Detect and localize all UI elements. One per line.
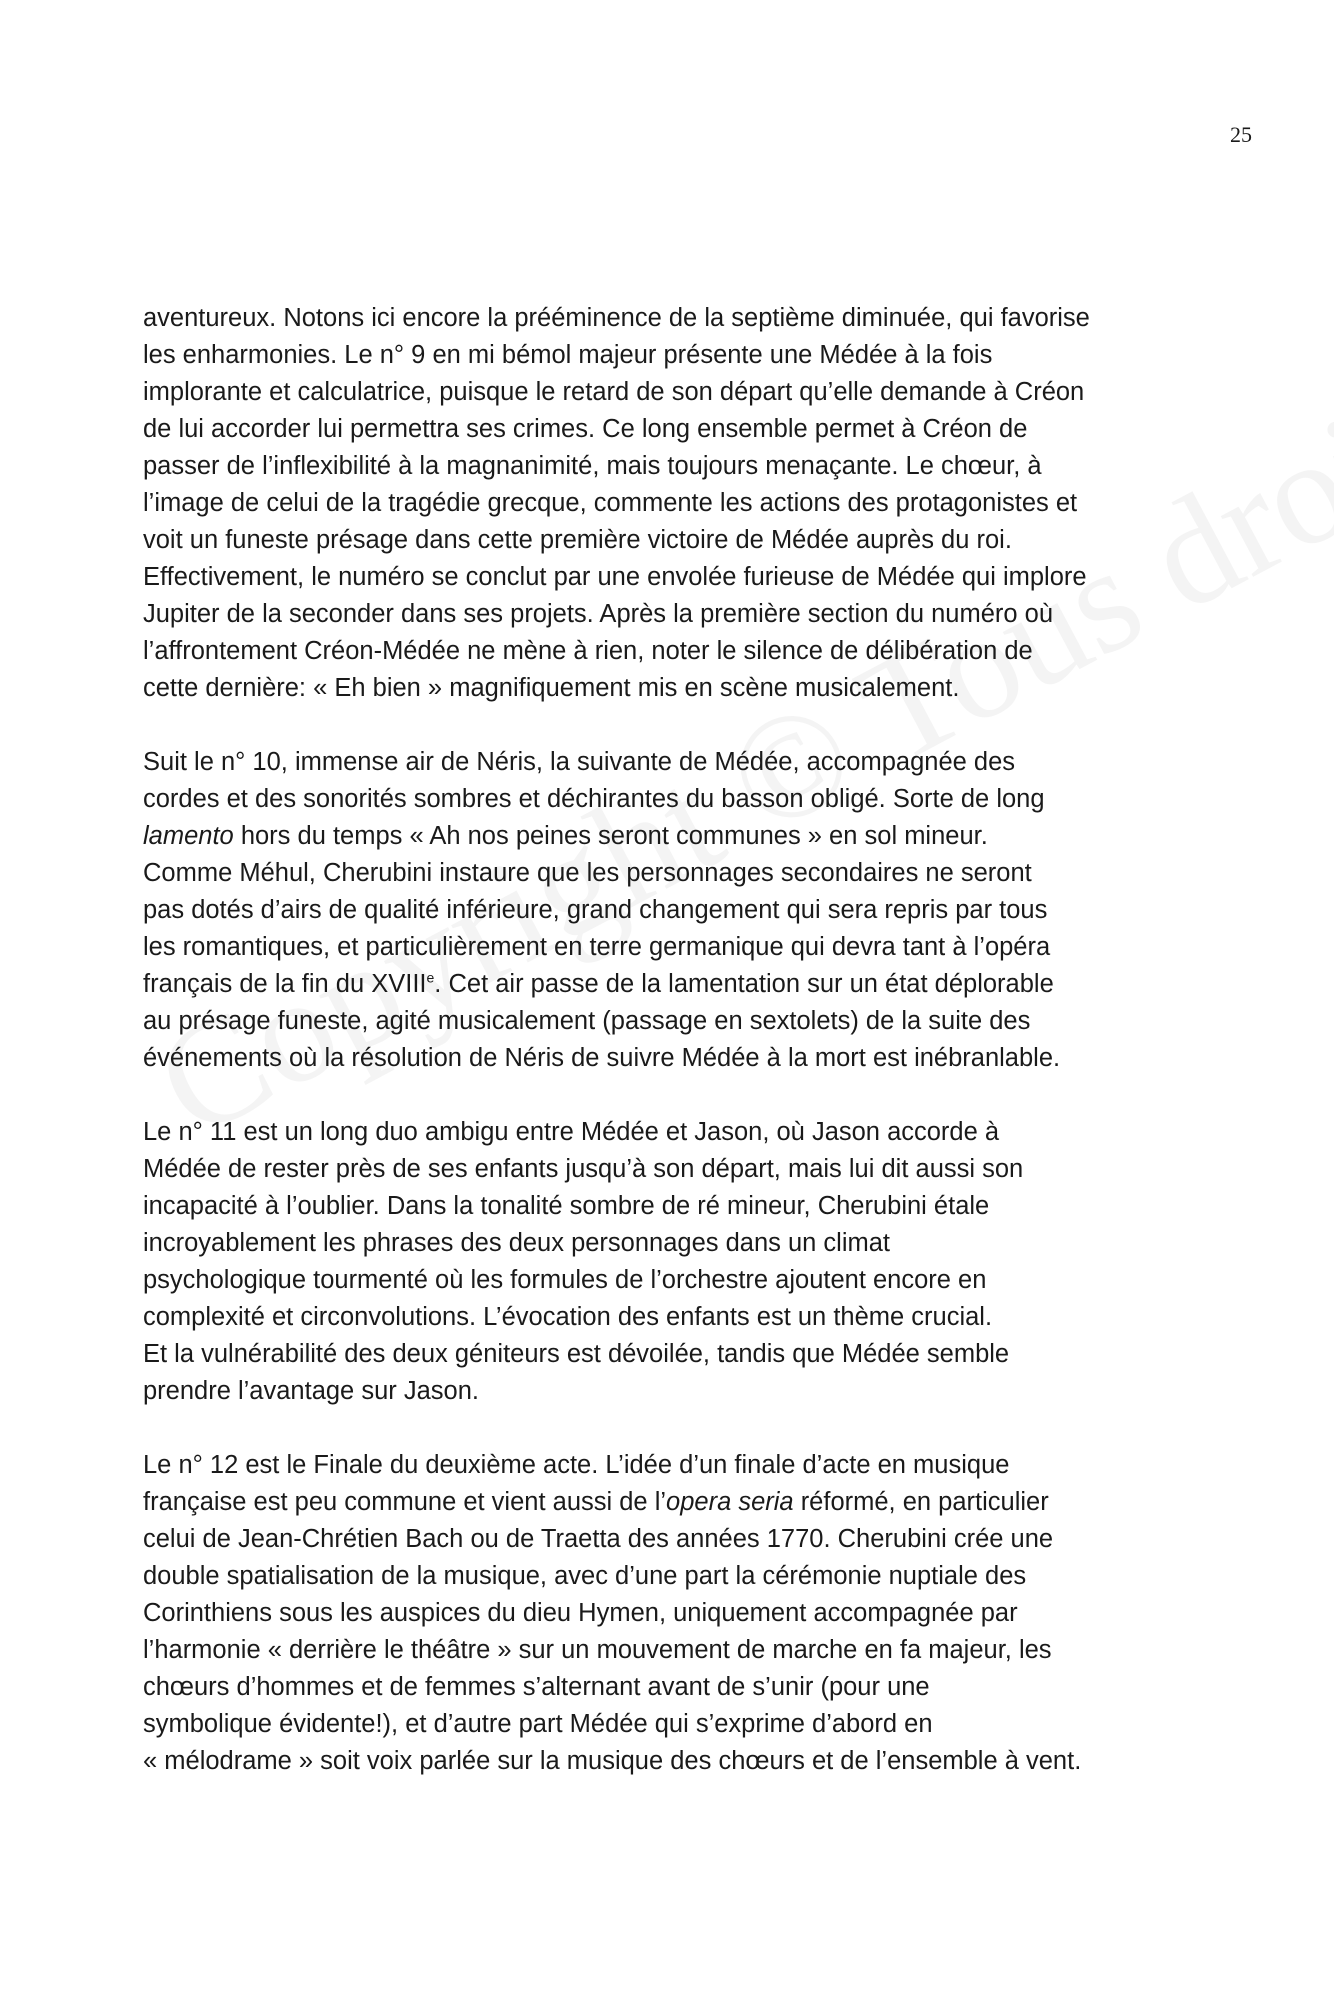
paragraph-1 bbox=[143, 300, 1203, 707]
text-run: hors du temps « Ah nos peines seront communes » en sol mineur. Comme Méhul, Cherubini instaure que les personnages secondaires ne seront pas dotés d’airs de qualité inférieure, grand changement qui sera repris par tous les romantiques, et particulièrement en terre germanique qui devra tant à l’opéra français de la fin du XVIII bbox=[143, 822, 1051, 998]
text-run: Suit le n° 10, immense air de Néris, la suivante de Médée, accompagnée des cordes et des sonorités sombres et déchirantes du basson obligé. Sorte de long bbox=[143, 748, 1045, 813]
text-run: réformé, en particulier celui de Jean-Chrétien Bach ou de Traetta des années 1770. Cherubini crée une double spatialisation de la musique, avec d’une part la cérémonie nuptiale des Corinthiens sous les auspices du dieu Hymen, uniquement accompagnée par l’harmonie « derrière le théâtre » sur un mouvement de marche en fa majeur, les chœurs d’hommes et de femmes s’alternant avant de s’unir (pour une symbolique évidente!), et d’autre part Médée qui s’exprime d’abord en « mélodrame » soit voix parlée sur la musique des chœurs et de l’ensemble à vent. bbox=[143, 1488, 1082, 1775]
paragraph-4 bbox=[143, 1447, 1203, 1780]
italic-term: opera seria bbox=[666, 1488, 794, 1516]
page-number: 25 bbox=[1230, 122, 1252, 147]
paragraph-2 bbox=[143, 744, 1203, 1077]
superscript: e bbox=[426, 969, 435, 986]
body-text bbox=[143, 300, 1203, 1780]
italic-term: lamento bbox=[143, 822, 234, 850]
text-run: Le n° 12 est le Finale du deuxième acte. L’idée d’un finale d’acte en musique française est peu commune et vient aussi de l’ bbox=[143, 1451, 1010, 1516]
text-run: Le n° 11 est un long duo ambigu entre Médée et Jason, où Jason accorde à Médée de rester près de ses enfants jusqu’à son départ, mais lui dit aussi son incapacité à l’oublier. Dans la tonalité sombre de ré mineur, Cherubini étale incroyablement les phrases des deux personnages dans un climat psychologique tourmenté où les formules de l’orchestre ajoutent encore en complexité et circonvolutions. L’évocation des enfants est un thème crucial. Et la vulnérabilité des deux géniteurs est dévoilée, tandis que Médée semble prendre l’avantage sur Jason. bbox=[143, 1118, 1024, 1405]
text-run: . Cet air passe de la lamentation sur un état déplorable au présage funeste, agité musicalement (passage en sextolets) de la suite des événements où la résolution de Néris de suivre Médée à la mort est inébranlable. bbox=[143, 970, 1061, 1072]
text-run: aventureux. Notons ici encore la prééminence de la septième diminuée, qui favorise les enharmonies. Le n° 9 en mi bémol majeur présente une Médée à la fois implorante et calculatrice, puisque le retard de son départ qu’elle demande à Créon de lui accorder lui permettra ses crimes. Ce long ensemble permet à Créon de passer de l’inflexibilité à la magnanimité, mais toujours menaçante. Le chœur, à l’image de celui de la tragédie grecque, commente les actions des protagonistes et voit un funeste présage dans cette première victoire de Médée auprès du roi. Effectivement, le numéro se conclut par une envolée furieuse de Médée qui implore Jupiter de la seconder dans ses projets. Après la première section du numéro où l’affrontement Créon-Médée ne mène à rien, noter le silence de délibération de cette dernière: « Eh bien » magnifiquement mis en scène musicalement. bbox=[143, 304, 1090, 702]
paragraph-3 bbox=[143, 1114, 1203, 1410]
